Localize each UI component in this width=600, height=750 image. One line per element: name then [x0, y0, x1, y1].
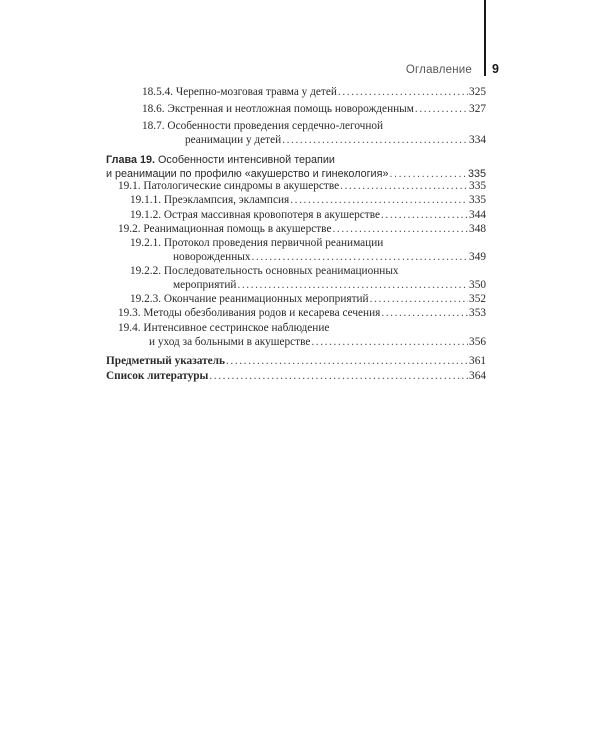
- dot-leader: [252, 250, 469, 264]
- toc-entry-label: Предметный указатель: [106, 355, 225, 367]
- toc-entry-page: 327: [469, 103, 486, 115]
- toc-entry-19-1-2[interactable]: [130, 208, 486, 222]
- dot-leader: [311, 335, 468, 349]
- dot-leader: [338, 85, 468, 99]
- toc-entry-label-cont: и уход за больными в акушерстве: [149, 336, 311, 348]
- toc-entry-label: 19.1.1. Преэклампсия, эклампсия: [130, 194, 290, 206]
- dot-leader: [332, 222, 468, 236]
- toc-entry-label: 19.2.1. Протокол проведения первичной реанимации: [130, 237, 384, 249]
- toc-entry-label: Список литературы: [106, 370, 209, 382]
- toc-entry-page: 344: [469, 209, 486, 221]
- toc-entry-page: 353: [469, 307, 486, 319]
- toc-entry-19-2[interactable]: [118, 222, 486, 236]
- toc-entry-label-cont: и реанимации по профилю «акушерство и гинекология»: [106, 168, 389, 180]
- toc-entry-page: 325: [469, 86, 486, 98]
- toc-entry-19-2-1[interactable]: [130, 236, 486, 264]
- dot-leader: [415, 102, 468, 116]
- dot-leader: [209, 369, 468, 383]
- toc-entry-page: 350: [469, 279, 486, 291]
- toc-entry-page: 335: [469, 180, 486, 192]
- dot-leader: [290, 193, 468, 207]
- toc-entry-19-3[interactable]: [118, 306, 486, 320]
- toc-entry-label: 18.7. Особенности проведения сердечно-легочной: [142, 120, 384, 132]
- dot-leader: [226, 354, 468, 368]
- dot-leader: [370, 292, 468, 306]
- toc-entry-label: 19.1. Патологические синдромы в акушерстве: [118, 180, 340, 192]
- toc-entry-label: 18.5.4. Черепно-мозговая травма у детей: [142, 86, 337, 98]
- toc-entry-19-1[interactable]: [118, 179, 486, 193]
- toc-entry-label-cont: мероприятий: [173, 279, 237, 291]
- toc-entry-page: 364: [469, 370, 486, 382]
- toc-entry-19-1-1[interactable]: [130, 193, 486, 207]
- toc-entry-label: 19.2.3. Окончание реанимационных мероприятий: [130, 293, 369, 305]
- toc-entry-page: 348: [469, 223, 486, 235]
- toc-entry-label: 19.4. Интенсивное сестринское наблюдение: [118, 322, 330, 334]
- toc-entry-18-5-4[interactable]: [142, 85, 486, 99]
- toc-entry-label: Особенности интенсивной терапии: [157, 154, 335, 166]
- toc-entry-label: 19.3. Методы обезболивания родов и кесарева сечения: [118, 307, 381, 319]
- dot-leader: [381, 208, 468, 222]
- header-rule: [484, 0, 486, 76]
- dot-leader: [340, 179, 468, 193]
- chapter-label: Глава 19.: [106, 154, 155, 166]
- toc-entry-page: 356: [469, 336, 486, 348]
- dot-leader: [282, 133, 468, 147]
- toc-entry-page: 335: [469, 194, 486, 206]
- toc-entry-label: 19.1.2. Острая массивная кровопотеря в акушерстве: [130, 209, 380, 221]
- toc-entry-label-cont: новорожденных: [173, 251, 251, 263]
- toc-entry-19-2-3[interactable]: [130, 292, 486, 306]
- toc-entry-label: 18.6. Экстренная и неотложная помощь новорожденным: [142, 103, 414, 115]
- toc-entry-subject-index[interactable]: [106, 354, 486, 368]
- toc-entry-label-cont: реанимации у детей: [185, 134, 282, 146]
- toc-entry-page: 361: [469, 355, 486, 367]
- toc-entry-label: 19.2.2. Последовательность основных реанимационных: [130, 265, 399, 277]
- toc-entry-18-7[interactable]: [142, 119, 486, 147]
- toc-entry-18-6[interactable]: [142, 102, 486, 116]
- toc-entry-page: 349: [469, 251, 486, 263]
- dot-leader: [381, 306, 468, 320]
- toc-entry-page: 334: [469, 134, 486, 146]
- dot-leader: [237, 278, 468, 292]
- toc-entry-page: 335: [467, 168, 486, 180]
- toc-chapter-19[interactable]: [106, 153, 486, 181]
- toc-entry-label: 19.2. Реанимационная помощь в акушерстве: [118, 223, 332, 235]
- running-header-title: Оглавление: [405, 64, 472, 76]
- toc-entry-19-2-2[interactable]: [130, 264, 486, 292]
- toc-entry-19-4[interactable]: [118, 321, 486, 349]
- page-number: 9: [492, 62, 499, 76]
- toc-entry-references[interactable]: [106, 369, 486, 383]
- toc-entry-page: 352: [469, 293, 486, 305]
